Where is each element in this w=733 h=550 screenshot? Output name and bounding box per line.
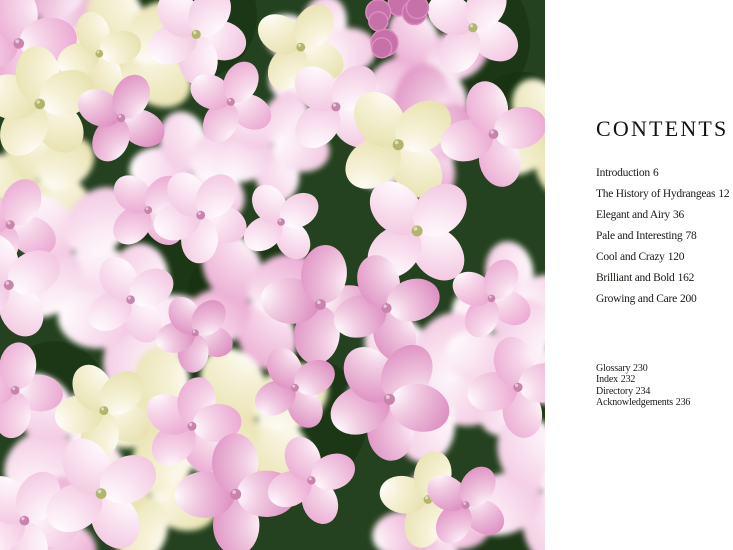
toc-item [596,184,729,205]
toc-item-page: 12 [718,188,730,200]
toc-item [596,163,729,184]
back-matter-label: Acknowledgements [596,397,674,409]
chapter-list [596,163,729,310]
toc-item-label: Brilliant and Bold [596,272,675,284]
toc-item-page: 162 [677,272,695,284]
back-matter-label: Index [596,374,619,386]
back-matter-list [596,363,690,409]
toc-item [596,226,729,247]
table-of-contents [596,0,733,550]
toc-item [596,247,729,268]
toc-item-label: Elegant and Airy [596,209,670,221]
toc-item-page: 36 [673,209,685,221]
toc-item-label: Pale and Interesting [596,230,683,242]
toc-item-label: Growing and Care [596,293,677,305]
toc-item [596,205,729,226]
toc-item-page: 120 [667,251,685,263]
back-matter-item [596,374,690,385]
contents-heading: CONTENTS [596,116,729,141]
toc-item-page: 200 [680,293,697,305]
toc-item [596,289,729,310]
toc-item-page: 6 [652,167,659,179]
toc-item-label: Introduction [596,167,650,179]
back-matter-item [596,363,690,374]
toc-item-label: The History of Hydrangeas [596,188,716,200]
toc-item-page: 78 [685,230,697,242]
back-matter-page: 230 [633,363,648,374]
back-matter-page: 236 [675,397,691,409]
back-matter-item [596,397,690,408]
back-matter-label: Glossary [596,363,631,374]
back-matter-label: Directory [596,385,633,397]
toc-item [596,268,729,289]
toc-item-label: Cool and Crazy [596,251,665,263]
back-matter-page: 234 [635,385,651,397]
back-matter-item [596,386,690,397]
back-matter-page: 232 [620,374,636,386]
